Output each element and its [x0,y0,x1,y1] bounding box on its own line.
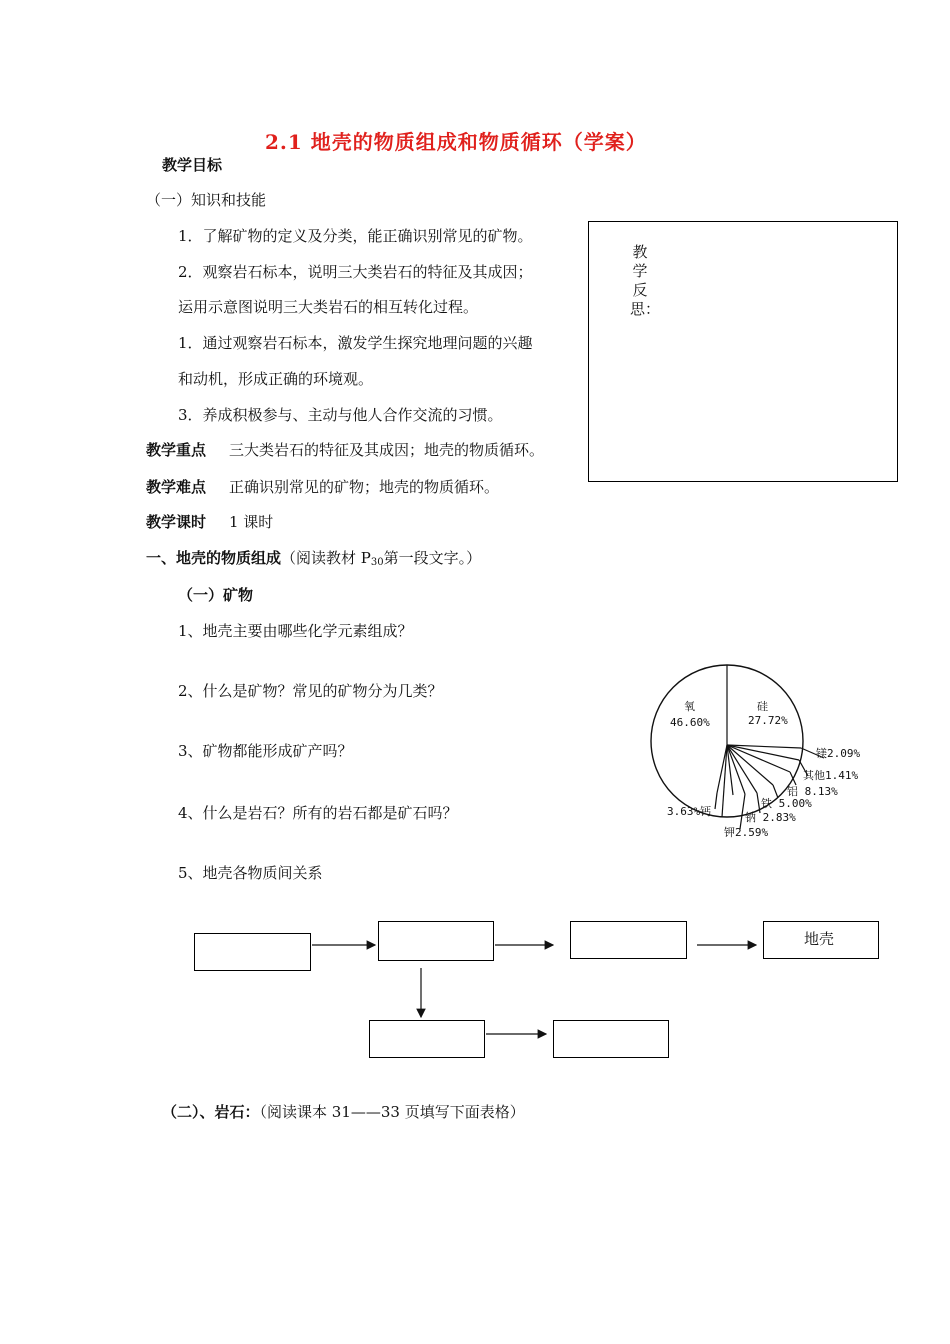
flow-crust-label: 地壳 [804,930,835,948]
hours-text: 1 课时 [229,513,274,531]
section1-note-b: 第一段文字。） [383,549,482,567]
pie-label-na: 钠 2.83% [745,811,796,824]
pie-label-si-name: 硅 [757,700,768,713]
goal-item-4: 3．养成积极参与、主动与他人合作交流的习惯。 [178,406,503,424]
rock-heading: （二）、岩石： [162,1103,260,1121]
goals-heading: 教学目标 [162,156,223,174]
reflection-label: 教学反思： [630,243,661,318]
goal-item-2b: 运用示意图说明三大类岩石的相互转化过程。 [178,298,479,316]
mineral-heading: （一）矿物 [178,586,254,604]
difficult-label: 教学难点 [146,478,207,496]
pie-label-ca: 3.63%钙 [667,805,712,818]
pie-label-mg: 镁2.09% [816,747,861,760]
rock-note: （阅读课本 31——33 页填写下面表格） [259,1103,525,1121]
pie-label-al: 铝 8.13% [787,785,838,798]
pie-label-si-value: 27.72% [748,714,788,727]
section1-note-a: （阅读教材 P [281,549,371,567]
question-5: 5、地壳各物质间关系 [178,864,323,882]
goal-item-2: 2．观察岩石标本，说明三大类岩石的特征及其成因； [178,263,533,281]
section1-note-sub: 30 [370,557,384,568]
pie-label-k: 钾2.59% [724,826,769,839]
question-3: 3、矿物都能形成矿产吗？ [178,742,353,760]
pie-label-fe: 铁 5.00% [761,797,812,810]
rock-heading-line [162,1101,525,1122]
hours-label: 教学课时 [146,513,207,531]
pie-label-o-name: 氧 [684,700,695,713]
key-text: 三大类岩石的特征及其成因；地壳的物质循环。 [229,441,545,459]
pie-label-other: 其他1.41% [803,769,859,782]
question-2: 2、什么是矿物？常见的矿物分为几类？ [178,682,443,700]
difficult-text: 正确识别常见的矿物；地壳的物质循环。 [229,478,500,496]
goals-sub1: （一）知识和技能 [146,191,267,209]
pie-label-o-value: 46.60% [670,716,710,729]
doc-title: 2.1 地壳的物质组成和物质循环（学案） [265,130,647,154]
goal-item-1: 1．了解矿物的定义及分类，能正确识别常见的矿物。 [178,227,533,245]
goal-item-3b: 和动机，形成正确的环境观。 [178,370,374,388]
question-1: 1、地壳主要由哪些化学元素组成？ [178,622,413,640]
section1-heading: 一、地壳的物质组成 [146,549,282,567]
goal-item-3: 1．通过观察岩石标本，激发学生探究地理问题的兴趣 [178,334,533,352]
question-4: 4、什么是岩石？所有的岩石都是矿石吗？ [178,804,458,822]
key-label: 教学重点 [146,441,207,459]
